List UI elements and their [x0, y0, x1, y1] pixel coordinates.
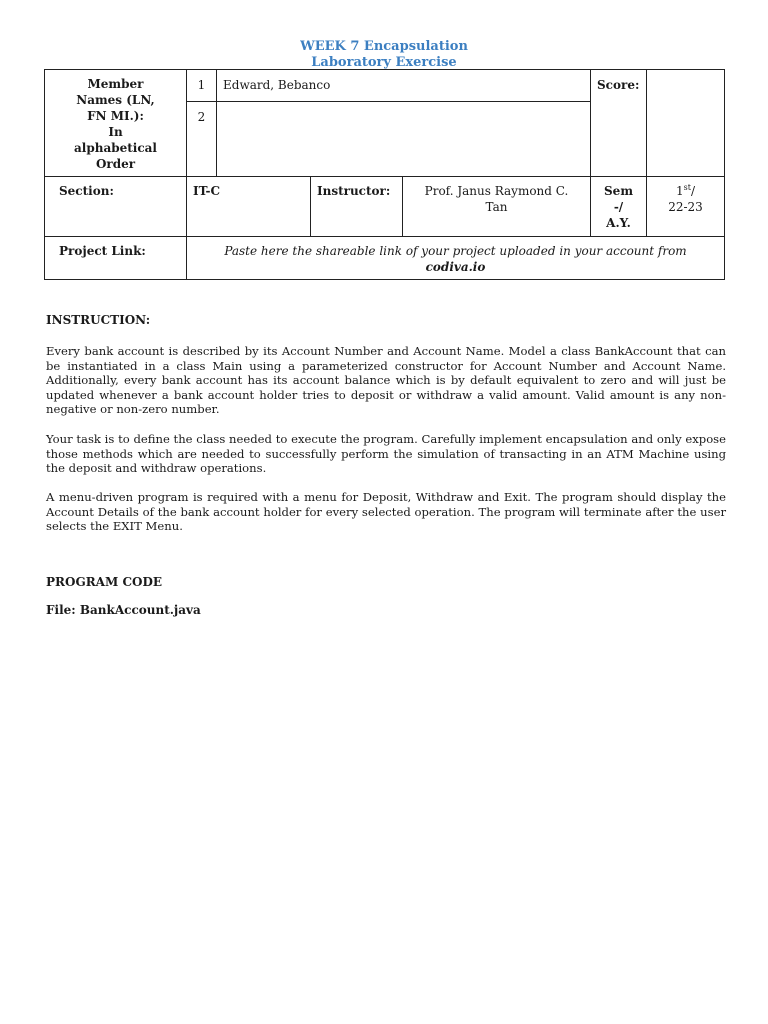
- section-value[interactable]: IT-C: [187, 177, 311, 237]
- instruction-paragraph-1: Every bank account is described by its Account Number and Account Name. Model a class BankAccount that can be instantiated in a class Main using a parameterized constructor for Account Number and Account Name. Additionally, every bank account has its account balance which is by default equivalent to zero and will just be updated whenever a bank account holder tries to deposit or withdraw a valid amount. Valid amount is any non-negative or non-zero number.: [46, 344, 726, 417]
- page-subtitle: Laboratory Exercise: [311, 55, 457, 70]
- member-name-2[interactable]: [217, 102, 591, 177]
- sem-ay-label: Sem -/ A.Y.: [591, 177, 647, 237]
- student-info-table: [44, 69, 725, 280]
- section-label: Section:: [45, 177, 187, 237]
- instructor-label: Instructor:: [311, 177, 403, 237]
- member-number-1: 1: [187, 70, 217, 102]
- instruction-paragraph-3: A menu-driven program is required with a menu for Deposit, Withdraw and Exit. The program should display the Account Details of the bank account holder for every selected operation. The program will terminate after the user selects the EXIT Menu.: [46, 490, 726, 534]
- member-names-label-cell: Member Names (LN, FN MI.): In alphabetical Order: [45, 70, 187, 177]
- project-link-label: Project Link:: [45, 237, 187, 280]
- score-value[interactable]: [647, 70, 725, 177]
- instruction-paragraph-2: Your task is to define the class needed to execute the program. Carefully implement encapsulation and only expose those methods which are needed to successfully perform the simulation of transacting in an ATM Machine using the deposit and withdraw operations.: [46, 432, 726, 476]
- program-code-heading: PROGRAM CODE: [46, 575, 162, 589]
- instruction-heading: INSTRUCTION:: [46, 313, 151, 327]
- project-link-field[interactable]: Paste here the shareable link of your project uploaded in your account from codiva.io: [187, 237, 725, 280]
- member-name-1[interactable]: Edward, Bebanco: [217, 70, 591, 102]
- instructor-value[interactable]: Prof. Janus Raymond C. Tan: [403, 177, 591, 237]
- member-number-2: 2: [187, 102, 217, 177]
- page-title: WEEK 7 Encapsulation: [300, 39, 468, 54]
- sem-ay-value[interactable]: 1st/ 22-23: [647, 177, 725, 237]
- file-name-label: File: BankAccount.java: [46, 603, 201, 617]
- score-label: Score:: [591, 70, 647, 177]
